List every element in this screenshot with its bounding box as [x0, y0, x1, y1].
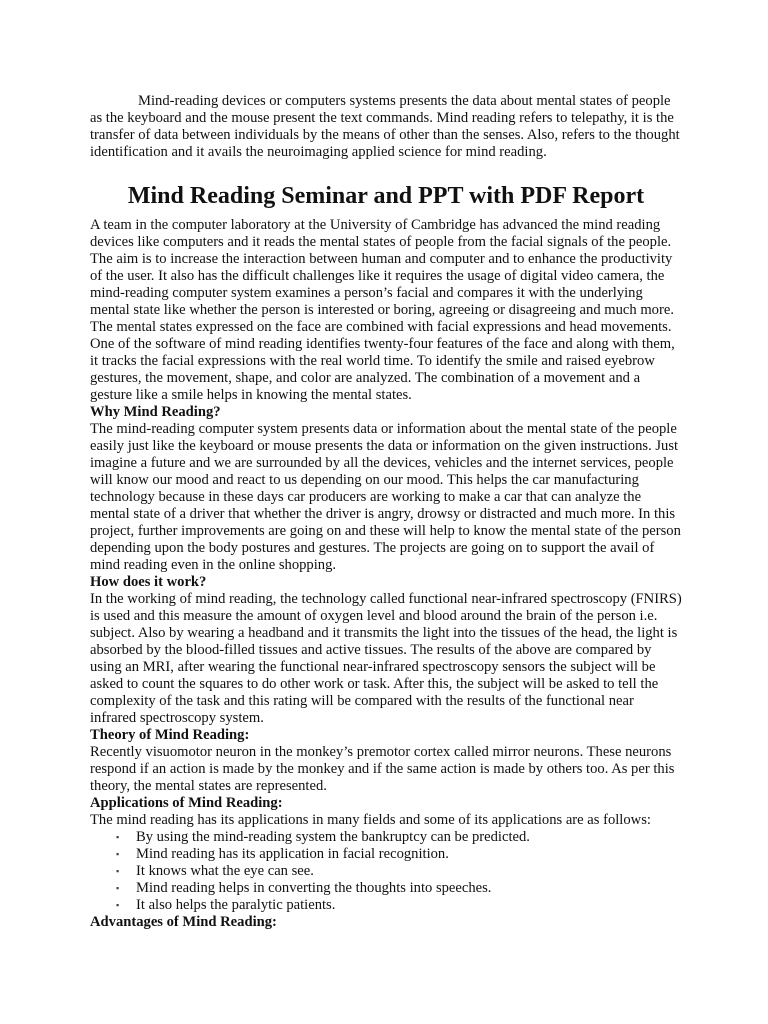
list-item-text: It also helps the paralytic patients. — [136, 897, 336, 913]
advantages-heading: Advantages of Mind Reading: — [90, 914, 277, 930]
list-item-text: Mind reading helps in converting the thoughts into speeches. — [136, 880, 492, 896]
list-item-text: Mind reading has its application in facial recognition. — [136, 846, 449, 862]
bullet-icon: ▪ — [116, 849, 120, 859]
how-paragraph: In the working of mind reading, the technology called functional near-infrared spectroscopy (FNIRS) is used and this measure the amount of oxygen level and blood around the brain of the person i.e. subject. Also by wearing a headband and it transmits the light into the tissues of the head, the light is absorbed by the blood-filled tissues and active tissues. The results of the above are compared by using an MRI, after wearing the functional near-infrared spectroscopy sensors the subject will be asked to count the squares to do other work or task. After this, the subject will be asked to tell the complexity of the task and this rating will be compared with the results of the functional near infrared spectroscopy system. — [90, 591, 682, 726]
applications-heading: Applications of Mind Reading: — [90, 795, 283, 811]
how-heading: How does it work? — [90, 574, 207, 590]
intro-paragraph: Mind-reading devices or computers systems presents the data about mental states of people as the keyboard and the mouse present the text commands. Mind reading refers to telepathy, it is the transfer of data between individuals by the means of other than the senses. Also, refers to the thought identification and it avails the neuroimaging applied science for mind reading. — [90, 93, 680, 160]
why-heading: Why Mind Reading? — [90, 404, 221, 420]
bullet-icon: ▪ — [116, 832, 120, 842]
bullet-icon: ▪ — [116, 866, 120, 876]
overview-paragraph: A team in the computer laboratory at the University of Cambridge has advanced the mind reading devices like computers and it reads the mental states of people from the facial signals of the people. The aim is to increase the interaction between human and computer and to enhance the productivity of the user. It also has the difficult challenges like it requires the usage of digital video camera, the mind-reading computer system examines a person’s facial and compares it with the underlying mental state like whether the person is interested or boring, agreeing or disagreeing and much more. The mental states expressed on the face are combined with facial expressions and head movements. One of the software of mind reading identifies twenty-four features of the face and along with them, it tracks the facial expressions with the real world time. To identify the smile and raised eyebrow gestures, the movement, shape, and color are analyzed. The combination of a movement and a gesture like a smile helps in knowing the mental states. — [90, 217, 675, 403]
list-item — [116, 863, 682, 880]
bullet-icon: ▪ — [116, 883, 120, 893]
theory-heading: Theory of Mind Reading: — [90, 727, 250, 743]
list-item — [116, 880, 682, 897]
list-item — [116, 897, 682, 914]
list-item-text: It knows what the eye can see. — [136, 863, 314, 879]
list-item — [116, 829, 682, 846]
page-title: Mind Reading Seminar and PPT with PDF Report — [127, 183, 645, 209]
bullet-icon: ▪ — [116, 900, 120, 910]
list-item-text: By using the mind-reading system the bankruptcy can be predicted. — [136, 829, 530, 845]
theory-paragraph: Recently visuomotor neuron in the monkey’s premotor cortex called mirror neurons. These neurons respond if an action is made by the monkey and if the same action is made by others too. As per this theory, the mental states are represented. — [90, 744, 675, 794]
applications-list — [90, 829, 682, 914]
list-item — [116, 846, 682, 863]
applications-paragraph: The mind reading has its applications in many fields and some of its applications are as follows: — [90, 812, 651, 828]
why-paragraph: The mind-reading computer system presents data or information about the mental state of the people easily just like the keyboard or mouse presents the data or information on the given instructions. Just imagine a future and we are surrounded by all the devices, vehicles and the internet services, people will know our mood and react to us depending on our mood. This helps the car manufacturing technology because in these days car producers are working to make a car that can analyze the mental state of a driver that whether the driver is angry, drowsy or distracted and much more. In this project, further improvements are going on and these will help to know the mental state of the person depending upon the body postures and gestures. The projects are going on to support the avail of mind reading even in the online shopping. — [90, 421, 681, 573]
document-content — [90, 93, 682, 931]
